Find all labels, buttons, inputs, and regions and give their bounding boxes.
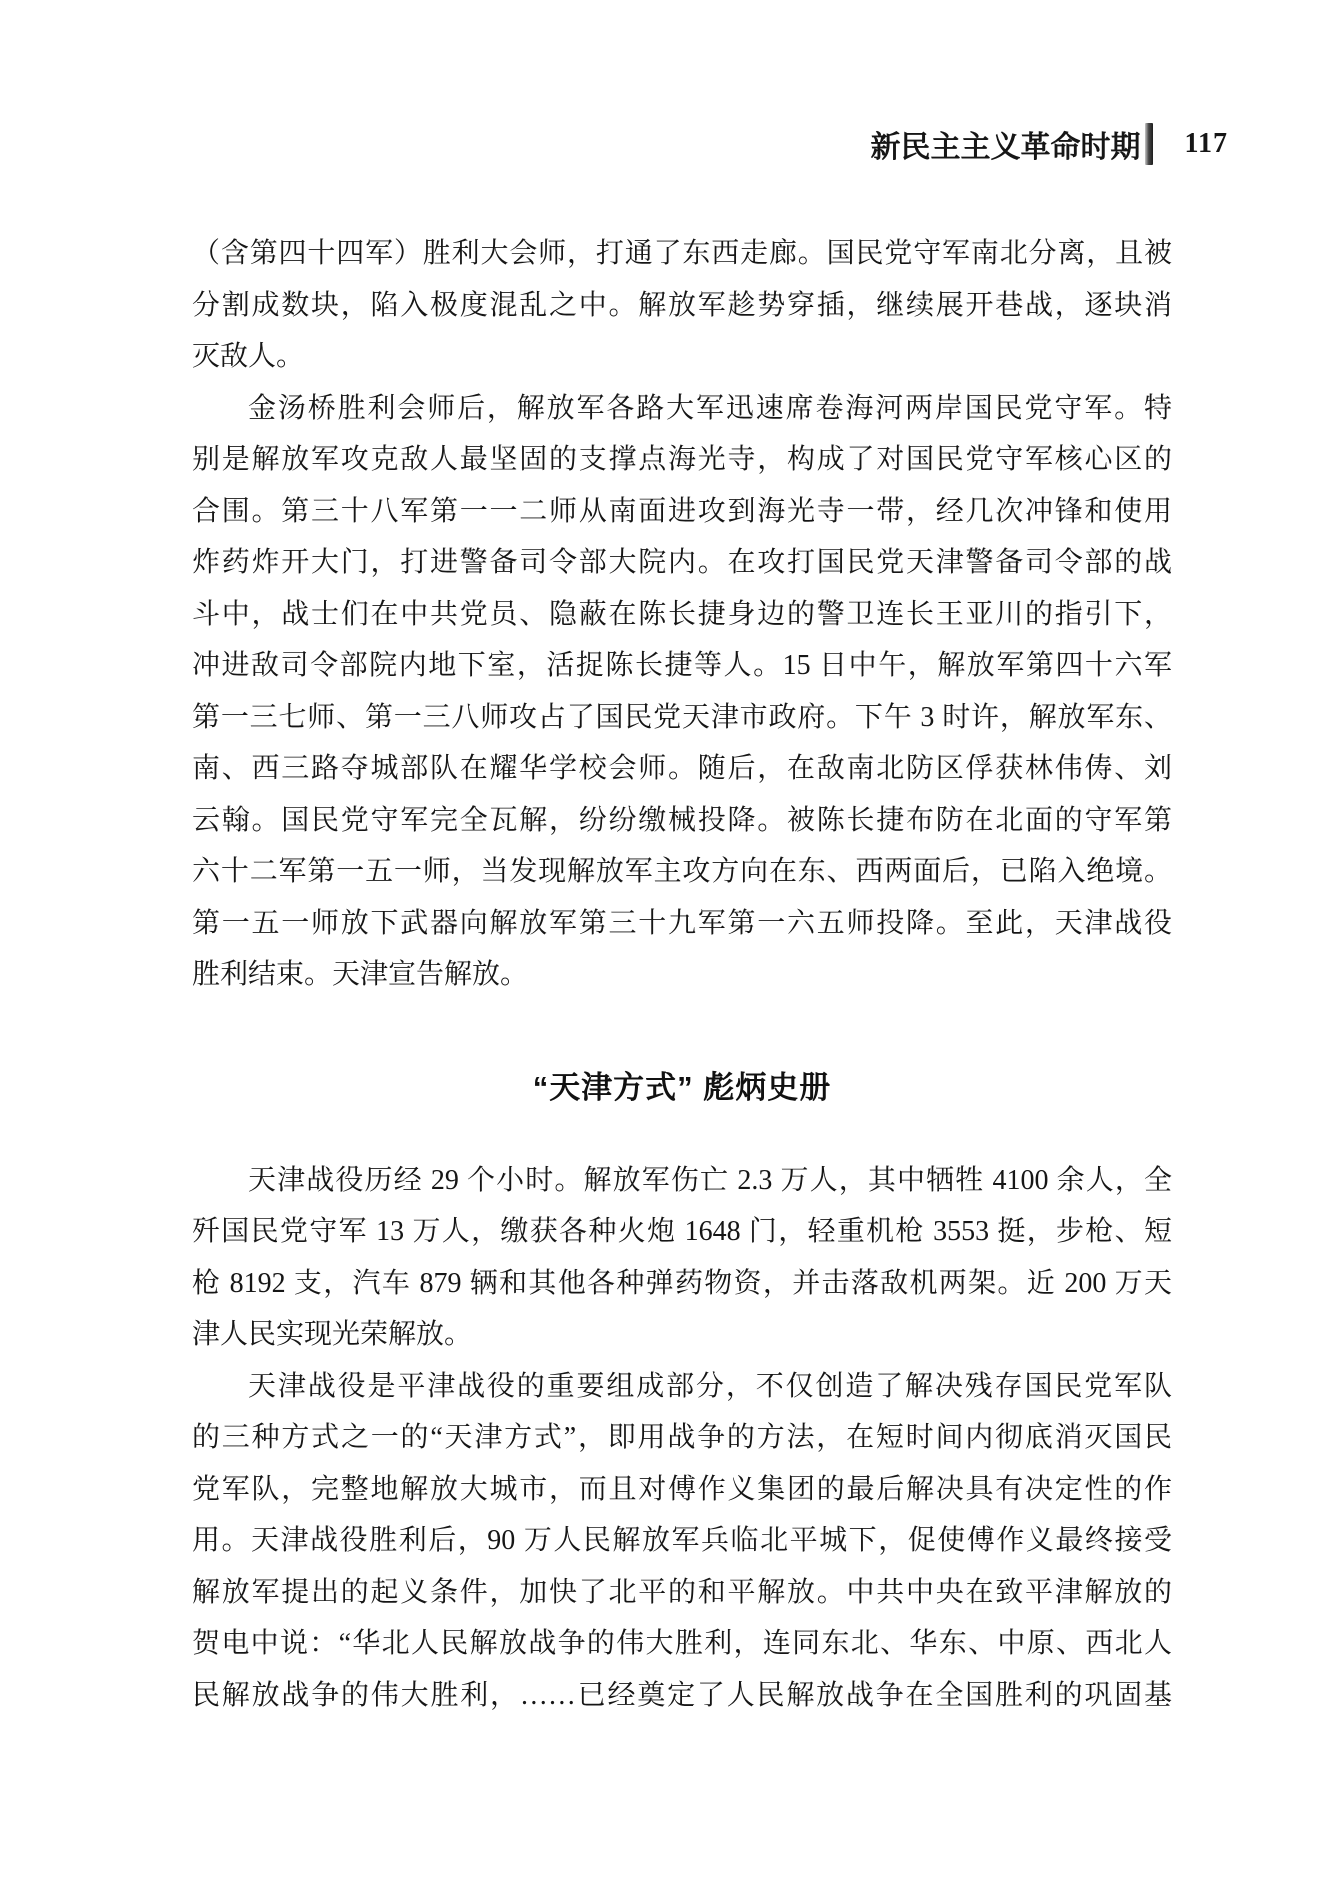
- text-line: 六十二军第一五一师，当发现解放军主攻方向在东、西两面后，已陷入绝境。: [192, 856, 1172, 887]
- running-header: [871, 122, 1228, 166]
- text-line: 的三种方式之一的“天津方式”，即用战争的方法，在短时间内彻底消灭国民: [192, 1422, 1172, 1453]
- text-line: 南、西三路夺城部队在耀华学校会师。随后，在敌南北防区俘获林伟俦、刘: [192, 753, 1172, 784]
- text-line: 贺电中说：“华北人民解放战争的伟大胜利，连同东北、华东、中原、西北人: [192, 1628, 1172, 1659]
- text-line: 冲进敌司令部院内地下室，活捉陈长捷等人。15 日中午，解放军第四十六军: [192, 650, 1172, 681]
- paragraphs-after-heading: [192, 1155, 1172, 1722]
- text-line: 分割成数块，陷入极度混乱之中。解放军趁势穿插，继续展开巷战，逐块消: [192, 289, 1172, 321]
- text-line: 歼国民党守军 13 万人，缴获各种火炮 1648 门，轻重机枪 3553 挺，步枪、短: [192, 1216, 1172, 1247]
- text-line: 用。天津战役胜利后，90 万人民解放军兵临北平城下，促使傅作义最终接受: [192, 1525, 1172, 1556]
- text-line: 斗中，战士们在中共党员、隐蔽在陈长捷身边的警卫连长王亚川的指引下，: [192, 598, 1172, 630]
- header-divider-bar: [1145, 123, 1153, 165]
- text-line: 天津战役历经 29 个小时。解放军伤亡 2.3 万人，其中牺牲 4100 余人，全: [248, 1164, 1172, 1196]
- text-line: 津人民实现光荣解放。: [192, 1319, 473, 1350]
- text-line: 胜利结束。天津宣告解放。: [192, 959, 529, 990]
- text-line: 解放军提出的起义条件，加快了北平的和平解放。中共中央在致平津解放的: [192, 1576, 1172, 1608]
- text-line: 第一三七师、第一三八师攻占了国民党天津市政府。下午 3 时许，解放军东、: [192, 701, 1172, 733]
- paragraphs-before-heading: [192, 228, 1172, 1001]
- text-line: 炸药炸开大门，打进警备司令部大院内。在攻打国民党天津警备司令部的战: [192, 547, 1172, 578]
- body-text: [192, 228, 1172, 1721]
- text-line: 党军队，完整地解放大城市，而且对傅作义集团的最后解决具有决定性的作: [192, 1473, 1172, 1505]
- text-line: 民解放战争的伟大胜利，……已经奠定了人民解放战争在全国胜利的巩固基: [192, 1679, 1172, 1711]
- text-line: 金汤桥胜利会师后，解放军各路大军迅速席卷海河两岸国民党守军。特: [248, 392, 1172, 424]
- page-number: 117: [1184, 128, 1228, 159]
- text-line: 枪 8192 支，汽车 879 辆和其他各种弹药物资，并击落敌机两架。近 200 万天: [192, 1267, 1172, 1299]
- text-line: 天津战役是平津战役的重要组成部分，不仅创造了解决残存国民党军队: [248, 1370, 1172, 1402]
- section-heading: “天津方式” 彪炳史册: [532, 1069, 832, 1105]
- text-line: 灭敌人。: [192, 341, 305, 372]
- text-line: 别是解放军攻克敌人最坚固的支撑点海光寺，构成了对国民党守军核心区的: [192, 444, 1172, 475]
- text-line: （含第四十四军）胜利大会师，打通了东西走廊。国民党守军南北分离，且被: [192, 238, 1172, 269]
- text-line: 第一五一师放下武器向解放军第三十九军第一六五师投降。至此，天津战役: [192, 907, 1172, 939]
- text-line: 云翰。国民党守军完全瓦解，纷纷缴械投降。被陈长捷布防在北面的守军第: [192, 804, 1172, 836]
- text-line: 合围。第三十八军第一一二师从南面进攻到海光寺一带，经几次冲锋和使用: [192, 495, 1172, 527]
- section-title: 新民主主义革命时期: [870, 131, 1141, 164]
